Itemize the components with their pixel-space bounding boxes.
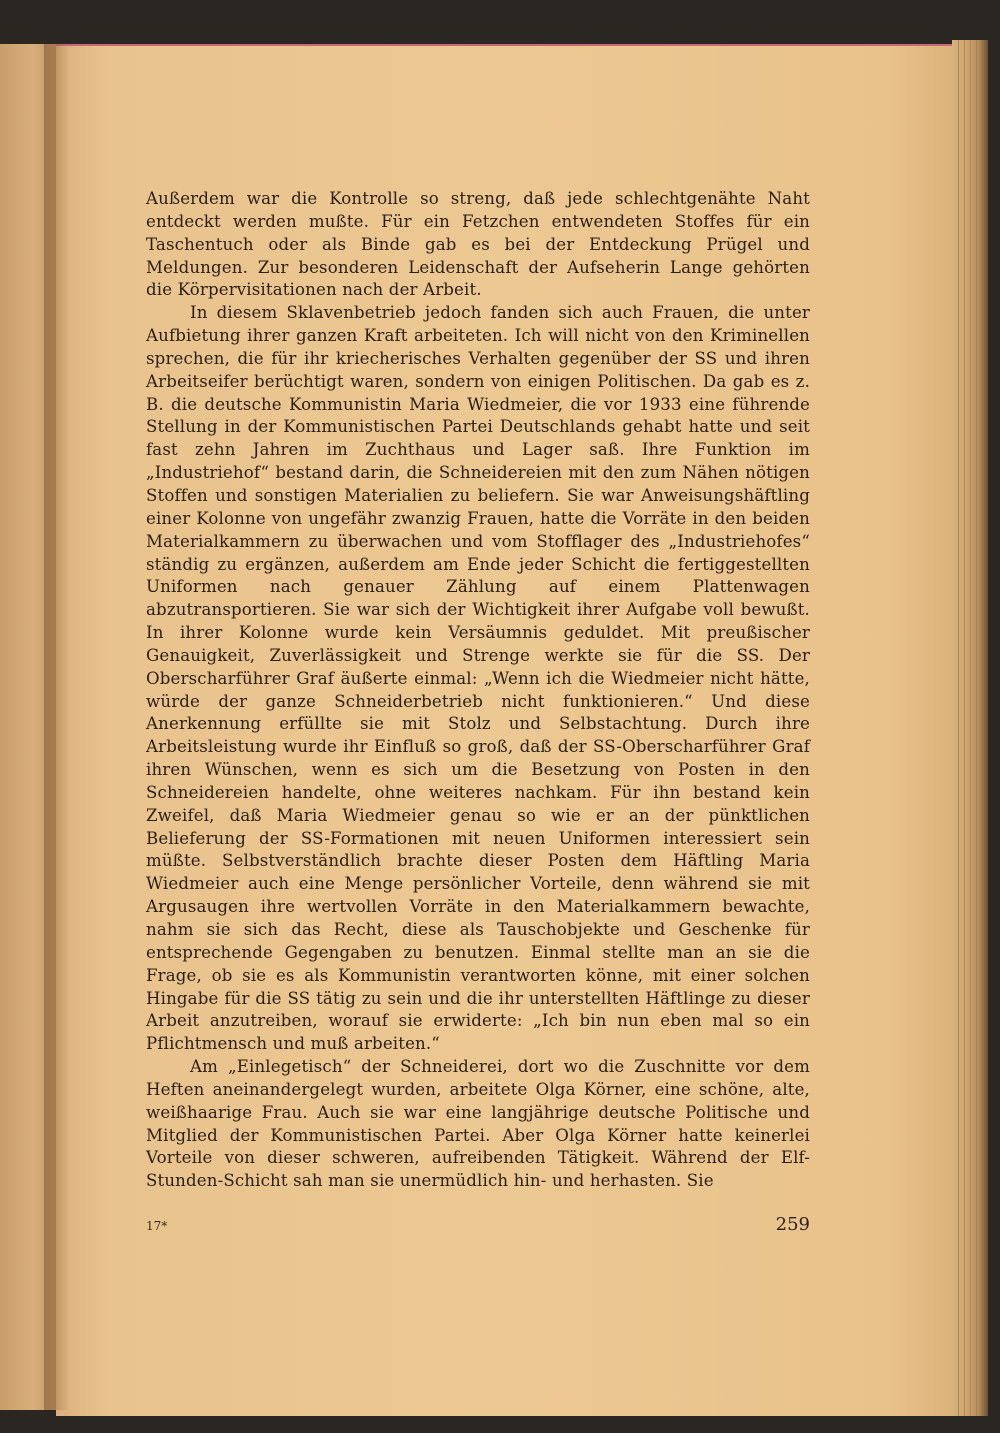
body-text [146,188,810,1193]
signature-mark: 17* [146,1219,168,1233]
page-number: 259 [775,1214,810,1235]
paragraph-3: Am „Einlegetisch“ der Schneiderei, dort wo die Zuschnitte vor dem Heften aneinandergelegt wurden, arbeitete Olga Körner, eine schöne, alte, weißhaarige Frau. Auch sie war eine langjährige deutsche Politische und Mitglied der Kommunistischen Partei. Aber Olga Körner hatte keinerlei Vorteile von dieser schweren, aufreibenden Tätigkeit. Während der Elf-Stunden-Schicht sah man sie unermüdlich hin- und herhasten. Sie [146,1057,810,1191]
page-stack-edge [952,40,988,1416]
paragraph-2: In diesem Sklavenbetrieb jedoch fanden sich auch Frauen, die unter Aufbietung ihrer ganzen Kraft arbeiteten. Ich will nicht von den Kriminellen sprechen, die für ihr kriecherisches Verhalten gegenüber der SS und ihren Arbeitseifer berüchtigt waren, sondern von einigen Politischen. Da gab es z. B. die deutsche Kommunistin Maria Wiedmeier, die vor 1933 eine führende Stellung in der Kommunistischen Partei Deutschlands gehabt hatte und seit fast zehn Jahren im Zuchthaus und Lager saß. Ihre Funktion im „Industriehof“ bestand darin, die Schneidereien mit den zum Nähen nötigen Stoffen und sonstigen Materialien zu beliefern. Sie war Anweisungshäftling einer Kolonne von ungefähr zwanzig Frauen, hatte die Vorräte in den beiden Materialkammern zu überwachen und vom Stofflager des „Industriehofes“ ständig zu ergänzen, außerdem am Ende jeder Schicht die fertiggestellten Uniformen nach genauer Zählung auf einem Plattenwagen abzutransportieren. Sie war sich der Wichtigkeit ihrer Aufgabe voll bewußt. In ihrer Kolonne wurde kein Versäumnis geduldet. Mit preußischer Genauigkeit, Zuverlässigkeit und Strenge werkte sie für die SS. Der Oberscharführer Graf äußerte einmal: „Wenn ich die Wiedmeier nicht hätte, würde der ganze Schneiderbetrieb nicht funktionieren.“ Und diese Anerkennung erfüllte sie mit Stolz und Selbstachtung. Durch ihre Arbeitsleistung wurde ihr Einfluß so groß, daß der SS-Oberscharführer Graf ihren Wünschen, wenn es sich um die Besetzung von Posten in den Schneidereien handelte, ohne weiteres nachkam. Für ihn bestand kein Zweifel, daß Maria Wiedmeier genau so wie er an der pünktlichen Belieferung der SS-Formationen mit neuen Uniformen interessiert sein müßte. Selbstverständlich brachte dieser Posten dem Häftling Maria Wiedmeier auch eine Menge persönlicher Vorteile, denn während sie mit Argusaugen ihre wertvollen Vorräte in den Materialkammern bewachte, nahm sie sich das Recht, diese als Tauschobjekte und Geschenke für entsprechende Gegengaben zu benutzen. Einmal stellte man an sie die Frage, ob sie es als Kommunistin verantworten könne, mit einer solchen Hingabe für die SS tätig zu sein und die ihr unterstellten Häftlinge zu dieser Arbeit anzutreiben, worauf sie erwiderte: „Ich bin nun eben mal so ein Pflichtmensch und muß arbeiten.“ [146,303,810,1054]
paragraph-1: Außerdem war die Kontrolle so streng, daß jede schlechtgenähte Naht entdeckt werden mußte. Für ein Fetzchen entwendeten Stoffes für ein Taschentuch oder als Binde gab es bei der Entdeckung Prügel und Meldungen. Zur besonderen Leidenschaft der Aufseherin Lange gehörten die Körpervisitationen nach der Arbeit. [146,189,810,300]
spine-shadow [44,44,70,1410]
